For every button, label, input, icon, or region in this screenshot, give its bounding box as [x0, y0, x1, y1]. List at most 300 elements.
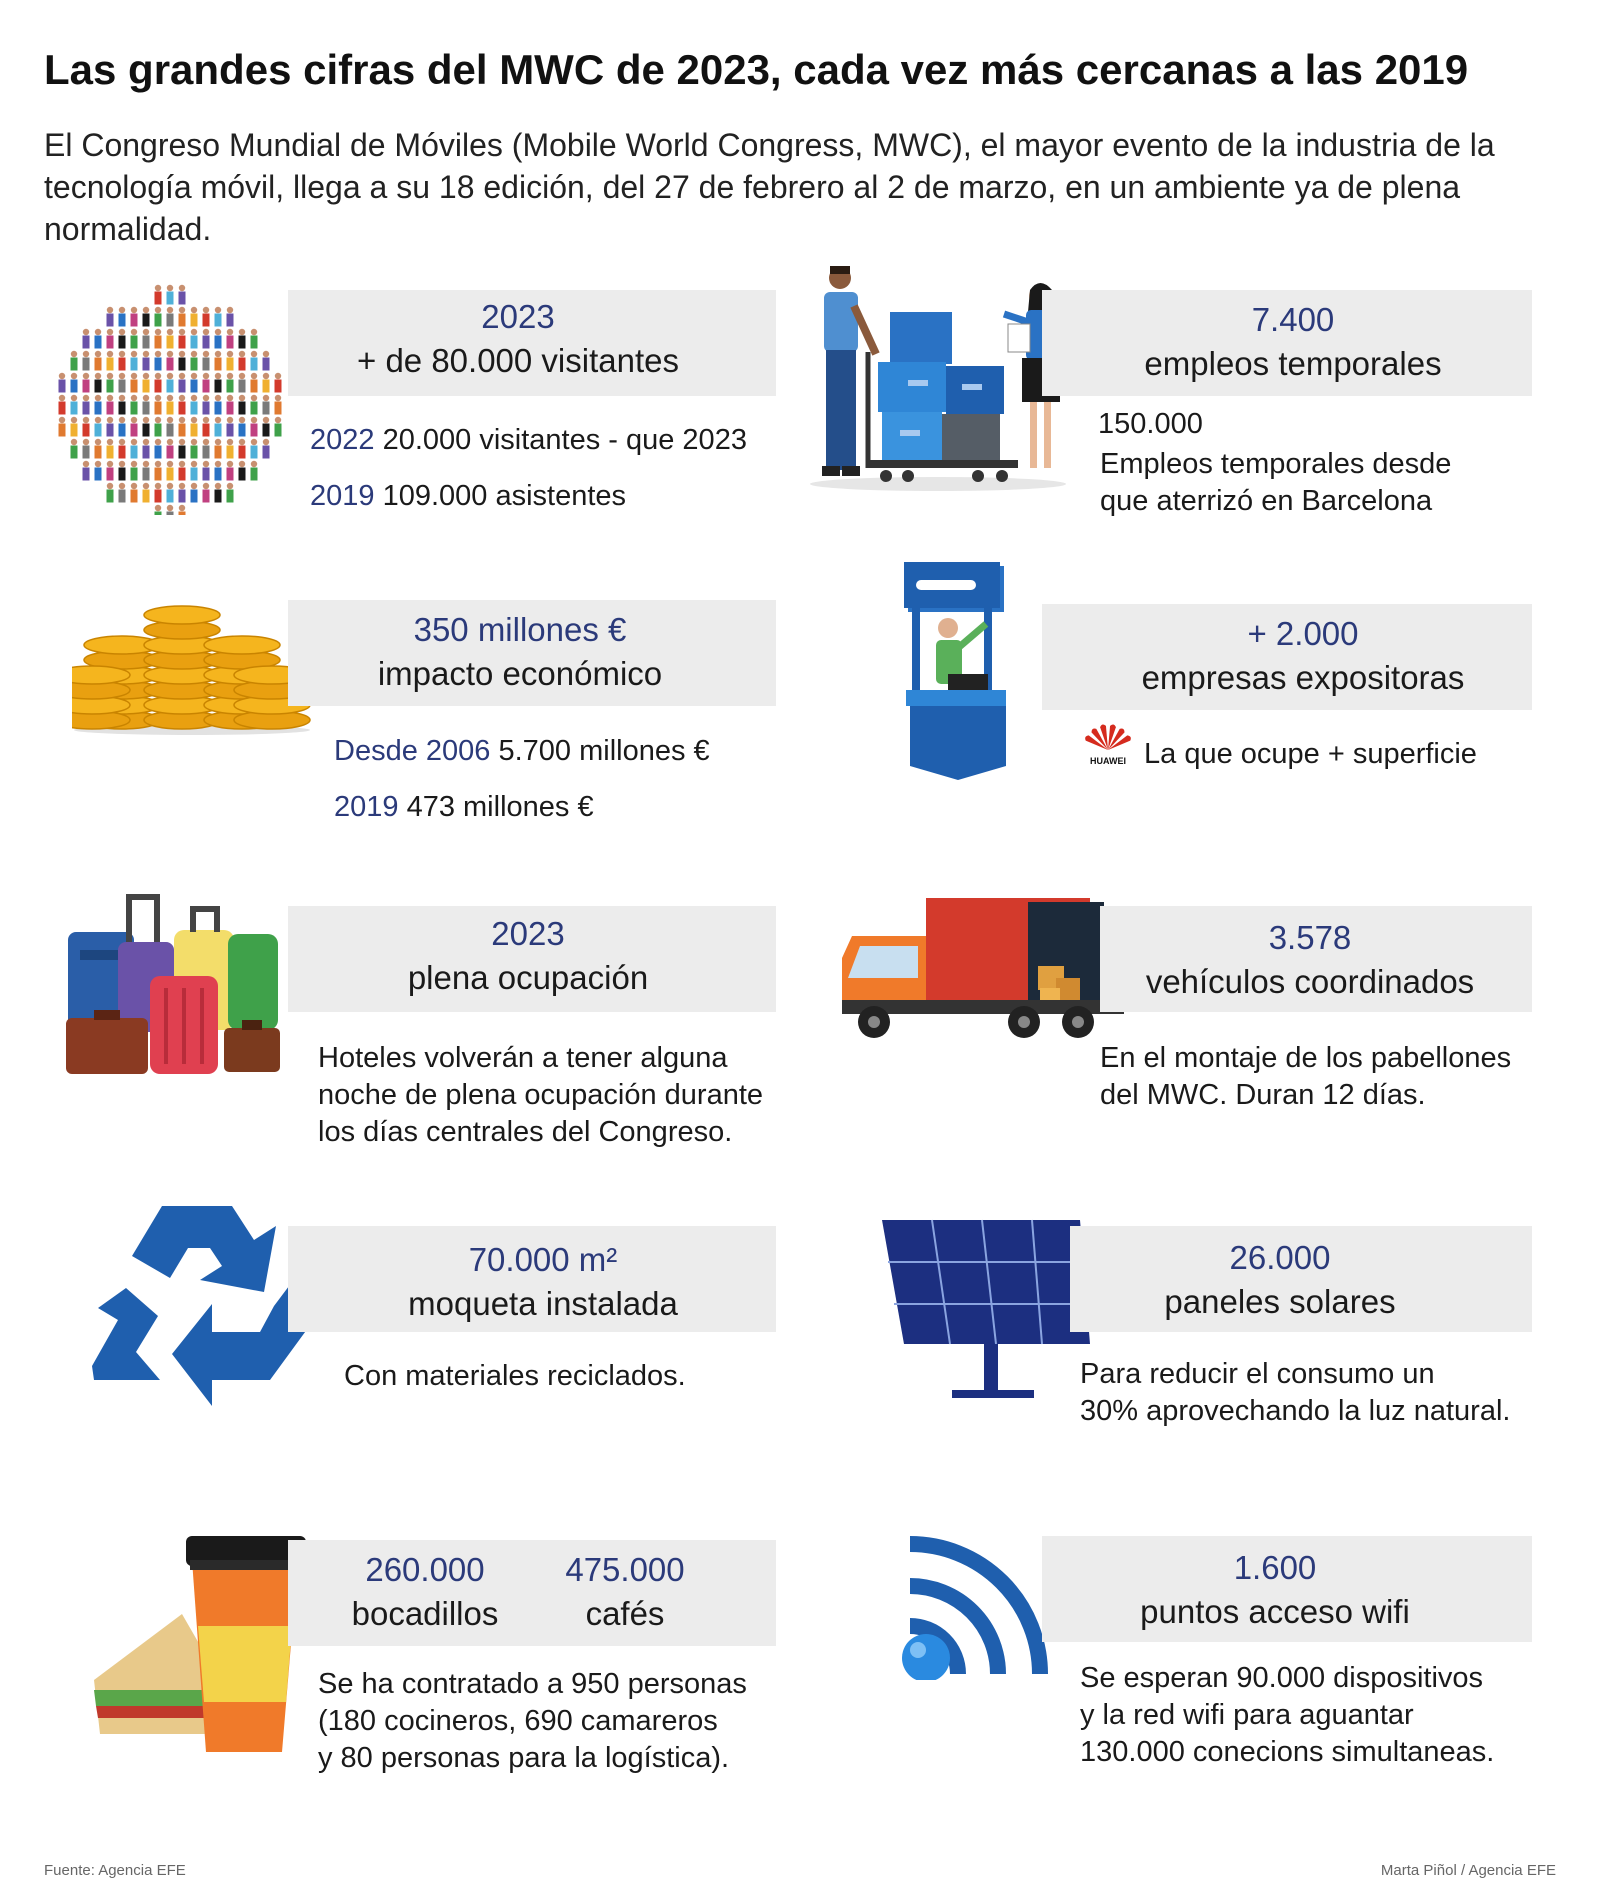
- visitors-row-2019: [310, 478, 626, 515]
- crowd-person-body: [119, 468, 126, 481]
- crowd-person-body: [191, 358, 198, 371]
- crowd-person-head: [227, 461, 233, 467]
- coin: [204, 636, 280, 654]
- crowd-person-body: [179, 490, 186, 503]
- crowd-person-body: [179, 292, 186, 305]
- crowd-person-head: [95, 417, 101, 423]
- crowd-person-body: [143, 314, 150, 327]
- coin: [72, 666, 130, 684]
- crowd-person-body: [191, 402, 198, 415]
- crowd-person-body: [131, 468, 138, 481]
- crowd-person-head: [203, 373, 209, 379]
- crowd-person-head: [59, 417, 65, 423]
- solar-label: paneles solares: [1164, 1283, 1396, 1320]
- crowd-person-head: [131, 483, 137, 489]
- crowd-person-head: [59, 373, 65, 379]
- crowd-person-head: [215, 461, 221, 467]
- crowd-person-head: [131, 417, 137, 423]
- impact-label: impacto económico: [377, 655, 663, 692]
- crowd-person-body: [215, 336, 222, 349]
- crowd-person-head: [143, 373, 149, 379]
- crowd-person-body: [263, 402, 270, 415]
- crowd-person-head: [191, 373, 197, 379]
- crowd-person-head: [251, 395, 257, 401]
- crowd-person-body: [179, 314, 186, 327]
- crowd-person-head: [107, 307, 113, 313]
- crowd-person-head: [215, 395, 221, 401]
- coins-illustration: [72, 596, 312, 736]
- crowd-person-head: [59, 395, 65, 401]
- crowd-person-body: [215, 446, 222, 459]
- crowd-person-body: [179, 468, 186, 481]
- crowd-person-body: [251, 336, 258, 349]
- crowd-person-head: [83, 373, 89, 379]
- crowd-person-body: [167, 292, 174, 305]
- crowd-person-body: [227, 358, 234, 371]
- crowd-person-head: [227, 307, 233, 313]
- crowd-person-body: [107, 468, 114, 481]
- crowd-person-head: [203, 329, 209, 335]
- crowd-person-body: [227, 402, 234, 415]
- crowd-person-body: [155, 468, 162, 481]
- exhibitors-number: + 2.000: [1247, 615, 1359, 652]
- crowd-person-head: [131, 307, 137, 313]
- crowd-person-head: [83, 329, 89, 335]
- crowd-person-body: [95, 336, 102, 349]
- crowd-person-body: [227, 336, 234, 349]
- crowd-person-head: [119, 483, 125, 489]
- crowd-person-head: [107, 439, 113, 445]
- visitors-row-2022: [310, 422, 747, 459]
- crowd-person-body: [215, 314, 222, 327]
- crowd-person-head: [179, 351, 185, 357]
- crowd-person-head: [155, 417, 161, 423]
- crowd-person-head: [131, 461, 137, 467]
- crowd-person-head: [251, 329, 257, 335]
- crowd-person-body: [119, 314, 126, 327]
- crowd-person-body: [143, 358, 150, 371]
- luggage-illustration: [66, 892, 286, 1078]
- crowd-person-head: [179, 417, 185, 423]
- crowd-person-head: [131, 395, 137, 401]
- crowd-person-body: [155, 446, 162, 459]
- crowd-person-body: [251, 424, 258, 437]
- crowd-person-body: [83, 402, 90, 415]
- crowd-person-body: [83, 468, 90, 481]
- crowd-person-body: [83, 446, 90, 459]
- food-label-sandwiches: bocadillos: [351, 1595, 499, 1632]
- crowd-person-body: [131, 380, 138, 393]
- jobs-number: 7.400: [1251, 301, 1335, 338]
- workers-boxes-illustration: [808, 262, 1068, 494]
- vehicles-line-1: En el montaje de los pabellones: [1100, 1042, 1512, 1074]
- crowd-person-body: [107, 358, 114, 371]
- crowd-person-head: [263, 373, 269, 379]
- crowd-person-body: [239, 336, 246, 349]
- crowd-person-body: [227, 490, 234, 503]
- crowd-person-body: [107, 336, 114, 349]
- crowd-person-head: [179, 505, 185, 511]
- crowd-person-body: [179, 424, 186, 437]
- crowd-person-head: [203, 307, 209, 313]
- impact-number: 350 millones €: [413, 611, 627, 648]
- crowd-person-body: [155, 314, 162, 327]
- crowd-person-body: [227, 424, 234, 437]
- crowd-person-head: [203, 417, 209, 423]
- crowd-person-body: [263, 424, 270, 437]
- crowd-person-body: [203, 402, 210, 415]
- carpet-number: 70.000 m²: [468, 1241, 618, 1278]
- impact-row-2006: [334, 733, 710, 770]
- solar-line-2: 30% aprovechando la luz natural.: [1080, 1395, 1511, 1427]
- jobs-sub-text-2: que aterrizó en Barcelona: [1100, 485, 1433, 517]
- crowd-person-body: [179, 336, 186, 349]
- coin: [144, 606, 220, 624]
- crowd-person-head: [215, 351, 221, 357]
- crowd-person-head: [275, 417, 281, 423]
- crowd-person-body: [107, 490, 114, 503]
- sandwich-coffee-illustration: [90, 1530, 310, 1756]
- crowd-person-head: [179, 329, 185, 335]
- crowd-person-head: [83, 351, 89, 357]
- crowd-person-head: [167, 395, 173, 401]
- crowd-person-head: [191, 395, 197, 401]
- exhibitors-text: La que ocupe + superficie: [1144, 738, 1477, 770]
- crowd-person-head: [263, 351, 269, 357]
- crowd-person-head: [71, 417, 77, 423]
- food-number-coffees: 475.000: [565, 1551, 685, 1588]
- crowd-person-head: [203, 395, 209, 401]
- visitors-row-text: 20.000 visitantes - que 2023: [382, 424, 747, 456]
- crowd-person-body: [155, 424, 162, 437]
- crowd-person-head: [167, 439, 173, 445]
- crowd-person-head: [179, 373, 185, 379]
- occupancy-number: 2023: [491, 915, 565, 952]
- crowd-person-body: [215, 468, 222, 481]
- wifi-stat: [1070, 1546, 1480, 1634]
- crowd-person-body: [251, 402, 258, 415]
- crowd-person-head: [251, 461, 257, 467]
- crowd-person-head: [119, 439, 125, 445]
- crowd-person-body: [167, 446, 174, 459]
- huawei-logo-icon: [1084, 720, 1132, 766]
- crowd-person-head: [239, 329, 245, 335]
- food-number-sandwiches: 260.000: [365, 1551, 485, 1588]
- crowd-person-body: [119, 380, 126, 393]
- crowd-person-body: [155, 402, 162, 415]
- crowd-person-head: [143, 351, 149, 357]
- crowd-person-head: [95, 439, 101, 445]
- crowd-person-body: [191, 380, 198, 393]
- visitors-stat: [288, 295, 748, 383]
- crowd-person-body: [71, 380, 78, 393]
- crowd-person-head: [119, 307, 125, 313]
- crowd-person-head: [119, 351, 125, 357]
- wifi-line-3: 130.000 conecions simultaneas.: [1080, 1736, 1495, 1768]
- crowd-person-head: [239, 417, 245, 423]
- impact-stat: [288, 608, 752, 696]
- author-credit: Marta Piñol / Agencia EFE: [1380, 1862, 1556, 1879]
- crowd-person-body: [167, 490, 174, 503]
- occupancy-line-1: Hoteles volverán a tener alguna: [318, 1042, 728, 1074]
- crowd-person-head: [167, 373, 173, 379]
- crowd-person-head: [251, 417, 257, 423]
- crowd-person-body: [119, 358, 126, 371]
- crowd-person-head: [203, 483, 209, 489]
- crowd-person-head: [143, 329, 149, 335]
- crowd-person-head: [215, 439, 221, 445]
- crowd-person-head: [275, 395, 281, 401]
- wifi-number: 1.600: [1233, 1549, 1317, 1586]
- crowd-person-head: [227, 417, 233, 423]
- crowd-person-body: [143, 424, 150, 437]
- crowd-person-head: [167, 351, 173, 357]
- crowd-person-body: [107, 402, 114, 415]
- crowd-person-head: [143, 483, 149, 489]
- crowd-person-head: [179, 307, 185, 313]
- crowd-person-head: [83, 439, 89, 445]
- crowd-person-body: [215, 358, 222, 371]
- crowd-person-head: [107, 373, 113, 379]
- crowd-person-body: [203, 336, 210, 349]
- crowd-person-head: [203, 351, 209, 357]
- crowd-person-body: [239, 380, 246, 393]
- crowd-person-body: [275, 402, 282, 415]
- crowd-person-head: [179, 439, 185, 445]
- crowd-person-head: [143, 307, 149, 313]
- crowd-person-head: [191, 351, 197, 357]
- crowd-person-head: [179, 285, 185, 291]
- crowd-person-body: [155, 490, 162, 503]
- crowd-person-body: [239, 424, 246, 437]
- crowd-person-head: [119, 417, 125, 423]
- crowd-person-head: [95, 373, 101, 379]
- carpet-label: moqueta instalada: [408, 1285, 678, 1322]
- crowd-person-head: [95, 329, 101, 335]
- crowd-person-head: [167, 461, 173, 467]
- crowd-person-head: [263, 439, 269, 445]
- jobs-sub-number: 150.000: [1098, 408, 1203, 440]
- crowd-person-body: [191, 468, 198, 481]
- crowd-person-body: [203, 490, 210, 503]
- crowd-person-body: [107, 424, 114, 437]
- crowd-person-body: [83, 336, 90, 349]
- crowd-person-body: [203, 380, 210, 393]
- crowd-person-head: [191, 461, 197, 467]
- crowd-person-head: [191, 483, 197, 489]
- crowd-person-head: [179, 461, 185, 467]
- crowd-person-head: [119, 395, 125, 401]
- crowd-person-body: [215, 424, 222, 437]
- crowd-person-body: [191, 490, 198, 503]
- crowd-person-body: [215, 490, 222, 503]
- crowd-person-head: [95, 395, 101, 401]
- crowd-person-head: [251, 439, 257, 445]
- crowd-person-body: [167, 402, 174, 415]
- crowd-person-body: [167, 424, 174, 437]
- crowd-person-head: [167, 307, 173, 313]
- crowd-person-body: [155, 358, 162, 371]
- crowd-person-head: [215, 373, 221, 379]
- crowd-person-head: [227, 483, 233, 489]
- crowd-person-body: [71, 446, 78, 459]
- crowd-person-head: [215, 307, 221, 313]
- crowd-person-body: [71, 424, 78, 437]
- crowd-person-body: [203, 314, 210, 327]
- recycle-icon: [92, 1196, 310, 1410]
- crowd-person-body: [131, 402, 138, 415]
- crowd-person-head: [107, 417, 113, 423]
- crowd-person-head: [131, 351, 137, 357]
- visitors-row-year: 2022: [310, 424, 375, 456]
- crowd-person-head: [167, 505, 173, 511]
- crowd-person-head: [275, 373, 281, 379]
- crowd-person-body: [119, 402, 126, 415]
- crowd-person-head: [107, 461, 113, 467]
- crowd-person-head: [227, 395, 233, 401]
- crowd-person-head: [179, 483, 185, 489]
- crowd-person-body: [95, 424, 102, 437]
- crowd-person-body: [167, 468, 174, 481]
- crowd-illustration: [44, 280, 294, 515]
- wifi-line-2: y la red wifi para aguantar: [1080, 1699, 1414, 1731]
- crowd-person-head: [155, 395, 161, 401]
- crowd-person-head: [227, 373, 233, 379]
- wifi-label: puntos acceso wifi: [1140, 1593, 1410, 1630]
- crowd-person-head: [131, 373, 137, 379]
- solar-stat: [1100, 1236, 1460, 1324]
- vehicles-label: vehículos coordinados: [1145, 963, 1475, 1000]
- exhibitors-label: empresas expositoras: [1141, 659, 1465, 696]
- crowd-person-head: [119, 373, 125, 379]
- impact-row-year: 2019: [334, 791, 399, 823]
- crowd-person-head: [83, 461, 89, 467]
- crowd-person-head: [251, 373, 257, 379]
- food-line-2: (180 cocineros, 690 camareros: [318, 1705, 718, 1737]
- crowd-person-body: [167, 358, 174, 371]
- occupancy-label: plena ocupación: [407, 959, 649, 996]
- crowd-person-head: [155, 285, 161, 291]
- crowd-person-head: [191, 307, 197, 313]
- occupancy-stat: [288, 912, 768, 1000]
- crowd-person-head: [155, 373, 161, 379]
- crowd-person-head: [71, 351, 77, 357]
- crowd-person-head: [71, 373, 77, 379]
- crowd-person-body: [179, 402, 186, 415]
- crowd-person-head: [215, 483, 221, 489]
- crowd-person-body: [155, 336, 162, 349]
- crowd-person-head: [155, 329, 161, 335]
- crowd-person-body: [203, 358, 210, 371]
- impact-row-year: Desde 2006: [334, 735, 491, 767]
- crowd-person-head: [227, 351, 233, 357]
- crowd-person-head: [203, 461, 209, 467]
- crowd-person-body: [179, 380, 186, 393]
- crowd-person-head: [131, 439, 137, 445]
- crowd-person-body: [167, 314, 174, 327]
- crowd-person-head: [167, 417, 173, 423]
- crowd-person-body: [155, 512, 162, 516]
- crowd-person-head: [251, 351, 257, 357]
- crowd-person-head: [107, 351, 113, 357]
- crowd-person-body: [251, 468, 258, 481]
- food-stat-sandwiches: [310, 1548, 540, 1636]
- crowd-person-head: [155, 461, 161, 467]
- crowd-person-body: [143, 490, 150, 503]
- crowd-person-body: [215, 380, 222, 393]
- crowd-person-body: [263, 380, 270, 393]
- crowd-person-head: [143, 461, 149, 467]
- crowd-person-body: [131, 424, 138, 437]
- crowd-person-body: [83, 358, 90, 371]
- crowd-person-body: [131, 490, 138, 503]
- crowd-person-head: [239, 351, 245, 357]
- crowd-person-body: [263, 358, 270, 371]
- crowd-person-head: [239, 461, 245, 467]
- huawei-logo-text: HUAWEI: [1090, 756, 1126, 766]
- crowd-person-body: [119, 424, 126, 437]
- food-stat-coffees: [510, 1548, 740, 1636]
- page-title: Las grandes cifras del MWC de 2023, cada vez más cercanas a las 2019: [44, 46, 1469, 93]
- intro-paragraph: El Congreso Mundial de Móviles (Mobile World Congress, MWC), el mayor evento de la industria de la tecnología móvil, llega a su 18 edición, del 27 de febrero al 2 de marzo, en un ambiente ya de plena normalidad.: [44, 127, 1495, 247]
- crowd-person-body: [191, 314, 198, 327]
- solar-number: 26.000: [1229, 1239, 1331, 1276]
- visitors-row-year: 2019: [310, 480, 375, 512]
- crowd-person-head: [191, 329, 197, 335]
- crowd-person-body: [119, 490, 126, 503]
- crowd-person-body: [83, 424, 90, 437]
- crowd-person-body: [167, 380, 174, 393]
- crowd-person-body: [59, 424, 66, 437]
- crowd-person-head: [167, 483, 173, 489]
- crowd-person-body: [227, 468, 234, 481]
- crowd-person-head: [155, 439, 161, 445]
- wifi-line-1: Se esperan 90.000 dispositivos: [1080, 1662, 1484, 1694]
- crowd-person-body: [215, 402, 222, 415]
- occupancy-line-2: noche de plena ocupación durante: [318, 1079, 764, 1111]
- crowd-person-body: [239, 468, 246, 481]
- crowd-person-head: [143, 439, 149, 445]
- crowd-person-head: [227, 329, 233, 335]
- crowd-person-head: [167, 329, 173, 335]
- exhibitors-stat: [1058, 612, 1548, 700]
- food-line-3: y 80 personas para la logística).: [318, 1742, 730, 1774]
- crowd-person-body: [95, 468, 102, 481]
- carpet-line-1: Con materiales reciclados.: [344, 1360, 686, 1392]
- jobs-sub-text-1: Empleos temporales desde: [1100, 448, 1452, 480]
- crowd-person-body: [155, 292, 162, 305]
- crowd-person-head: [131, 329, 137, 335]
- crowd-person-body: [275, 380, 282, 393]
- crowd-person-head: [203, 439, 209, 445]
- crowd-person-body: [95, 380, 102, 393]
- visitors-row-text: 109.000 asistentes: [382, 480, 627, 512]
- impact-row-2019: [334, 789, 594, 826]
- crowd-person-head: [239, 439, 245, 445]
- crowd-person-body: [143, 468, 150, 481]
- vehicles-stat: [1110, 916, 1510, 1004]
- crowd-person-body: [143, 402, 150, 415]
- crowd-person-body: [179, 358, 186, 371]
- crowd-person-body: [239, 446, 246, 459]
- crowd-person-head: [143, 417, 149, 423]
- impact-row-text: 473 millones €: [406, 791, 594, 823]
- crowd-person-head: [191, 439, 197, 445]
- crowd-person-body: [131, 358, 138, 371]
- food-label-coffees: cafés: [585, 1595, 665, 1632]
- crowd-person-head: [95, 461, 101, 467]
- solar-panel-illustration: [880, 1216, 1100, 1404]
